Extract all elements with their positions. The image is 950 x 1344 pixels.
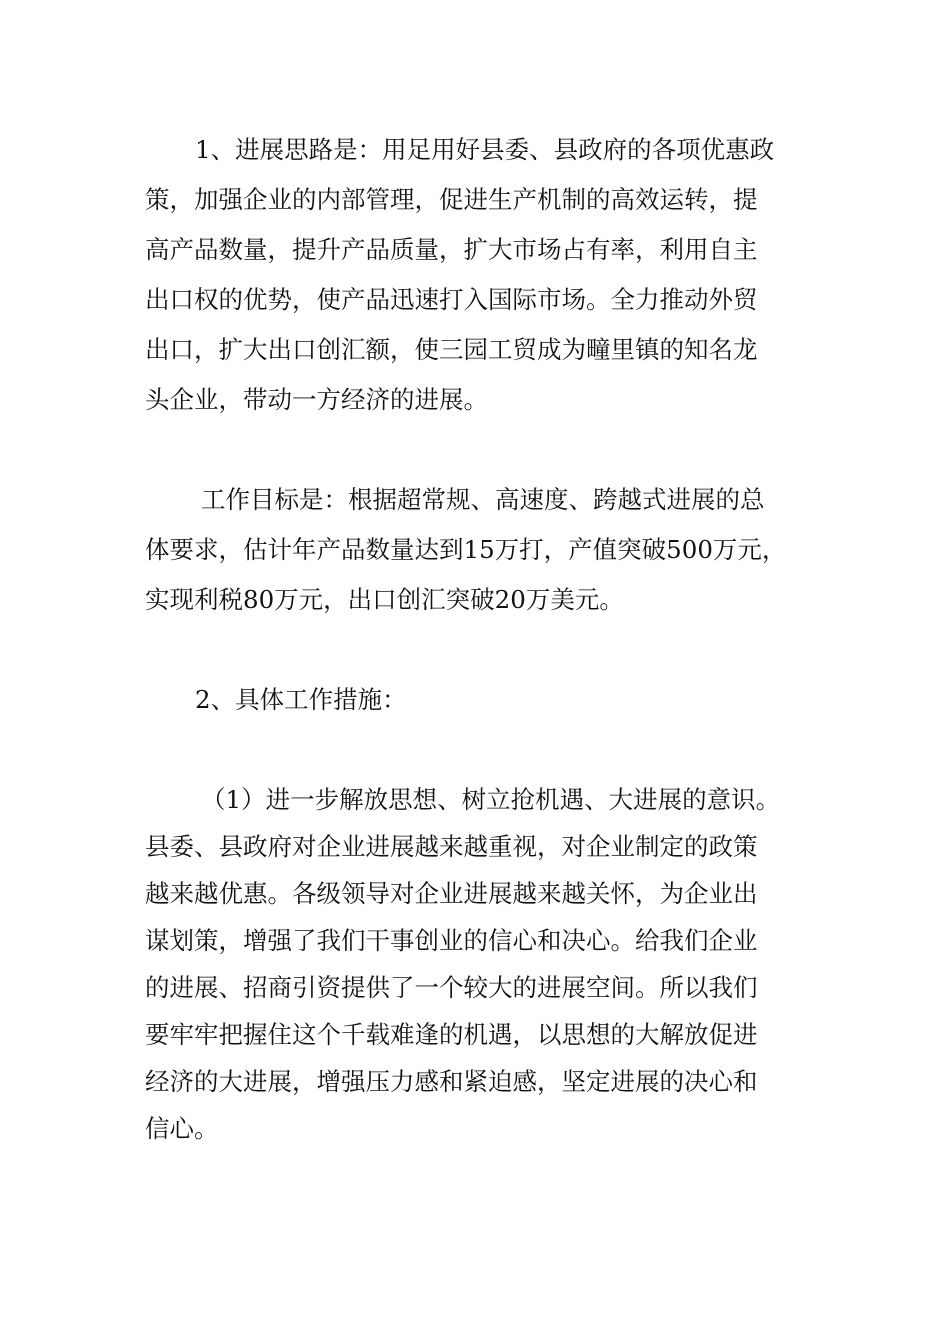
paragraph-4-line-2: 县委、县政府对企业进展越来越重视，对企业制定的政策 (145, 832, 758, 861)
paragraph-1-line-2: 策，加强企业的内部管理，促进生产机制的高效运转，提 (145, 185, 758, 214)
paragraph-2-line-1: 工作目标是：根据超常规、高速度、跨越式进展的总 (201, 485, 765, 514)
paragraph-2-line-2: 体要求，估计年产品数量达到15万打，产值突破500万元， (145, 535, 787, 564)
paragraph-1-line-3: 高产品数量，提升产品质量，扩大市场占有率，利用自主 (145, 235, 758, 264)
paragraph-1-line-4: 出口权的优势，使产品迅速打入国际市场。全力推动外贸 (145, 285, 758, 314)
paragraph-4-line-3: 越来越优惠。各级领导对企业进展越来越关怀，为企业出 (145, 879, 758, 908)
paragraph-4-line-4: 谋划策，增强了我们干事创业的信心和决心。给我们企业 (145, 926, 758, 955)
paragraph-1-line-6: 头企业，带动一方经济的进展。 (145, 385, 488, 414)
paragraph-1-line-1: 1、进展思路是：用足用好县委、县政府的各项优惠政 (195, 135, 775, 164)
paragraph-1-line-5: 出口，扩大出口创汇额，使三园工贸成为疃里镇的知名龙 (145, 335, 758, 364)
paragraph-4-line-1: （1）进一步解放思想、树立抢机遇、大进展的意识。 (201, 785, 781, 814)
paragraph-2-line-3: 实现利税80万元，出口创汇突破20万美元。 (145, 585, 624, 614)
paragraph-3-line-1: 2、具体工作措施： (195, 685, 407, 714)
paragraph-4-line-7: 经济的大进展，增强压力感和紧迫感，坚定进展的决心和 (145, 1067, 758, 1096)
paragraph-4-line-5: 的进展、招商引资提供了一个较大的进展空间。所以我们 (145, 973, 758, 1002)
paragraph-4-line-8: 信心。 (145, 1114, 219, 1143)
paragraph-4-line-6: 要牢牢把握住这个千载难逢的机遇，以思想的大解放促进 (145, 1020, 758, 1049)
